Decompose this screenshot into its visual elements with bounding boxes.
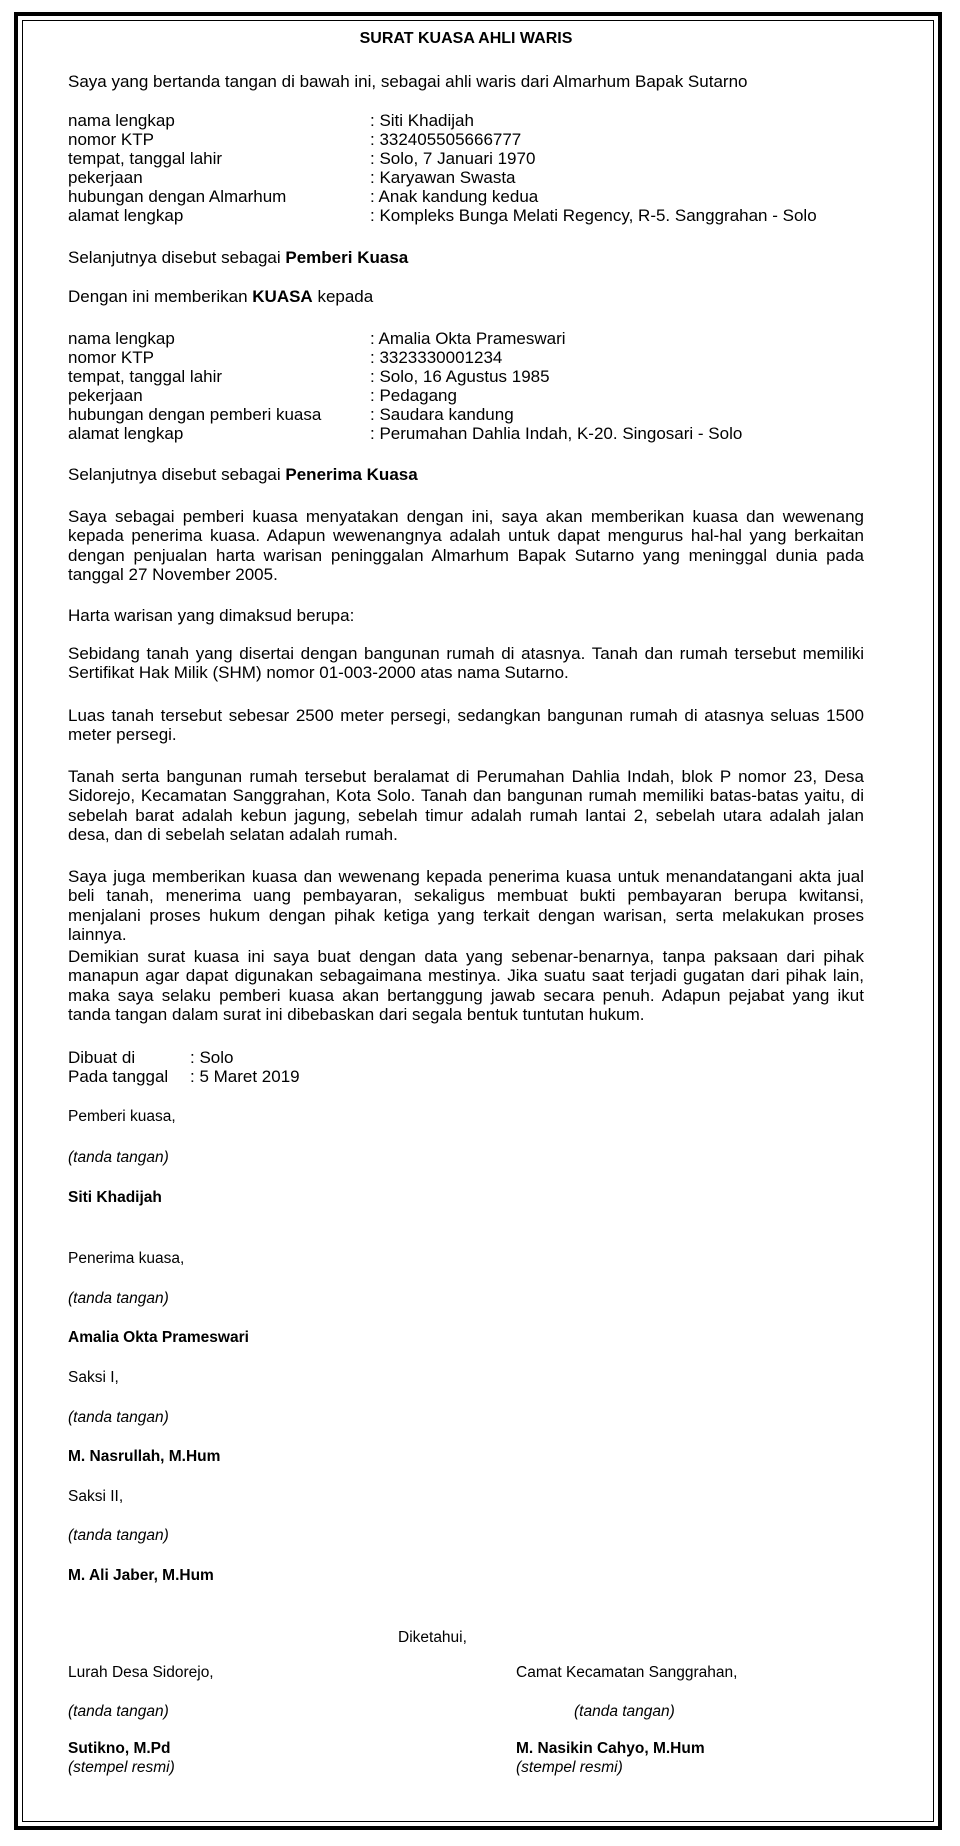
- grantee-designation: [68, 465, 418, 484]
- paragraph-land-address: Tanah serta bangunan rumah tersebut beralamat di Perumahan Dahlia Indah, blok P nomor 23, Desa Sidorejo, Kecamatan Sanggrahan, Kota Solo. Tanah dan bangunan rumah memiliki batas-batas yaitu, di sebelah barat adalah kebun jagung, sebelah timur adalah rumah lantai 2, sebelah utara adalah jalan desa, dan di sebelah selatan adalah rumah.: [68, 767, 864, 844]
- grant-prefix: Dengan ini memberikan: [68, 287, 253, 306]
- paragraph-additional-authority: Saya juga memberikan kuasa dan wewenang kepada penerima kuasa untuk menandatangani akta jual beli tanah, menerima uang pembayaran, sekaligus membuat bukti pembayaran berupa kwitansi, menjalani proses hukum dengan pihak ketiga yang terkait dengan warisan, serta melakukan proses lainnya.: [68, 867, 864, 944]
- grantor-row: [68, 130, 864, 149]
- paragraph-inheritance-intro: Harta warisan yang dimaksud berupa:: [68, 606, 355, 625]
- grantee-sign-name: Amalia Okta Prameswari: [68, 1329, 249, 1346]
- grantee-label: hubungan dengan pemberi kuasa: [68, 405, 322, 424]
- grantor-row: [68, 187, 864, 206]
- letter-title: SURAT KUASA AHLI WARIS: [359, 30, 573, 47]
- paragraph-land-certificate: Sebidang tanah yang disertai dengan bangunan rumah di atasnya. Tanah dan rumah tersebut memiliki Sertifikat Hak Milik (SHM) nomor 01-003-2000 atas nama Sutarno.: [68, 644, 864, 683]
- grantee-label: alamat lengkap: [68, 424, 184, 443]
- grantee-label: pekerjaan: [68, 386, 143, 405]
- made-place-value: : Solo: [190, 1048, 234, 1067]
- grantor-value: : 332405505666777: [370, 130, 522, 149]
- grantor-signature-placeholder: (tanda tangan): [68, 1149, 169, 1166]
- grantor-label: hubungan dengan Almarhum: [68, 187, 287, 206]
- made-date-label: Pada tanggal: [68, 1067, 169, 1086]
- grantor-sign-name: Siti Khadijah: [68, 1189, 162, 1206]
- made-place-label: Dibuat di: [68, 1048, 136, 1067]
- paragraph-land-area: Luas tanah tersebut sebesar 2500 meter persegi, sedangkan bangunan rumah di atasnya seluas 1500 meter persegi.: [68, 706, 864, 745]
- made-place-row: [68, 1048, 468, 1067]
- witness1-sign-label: Saksi I,: [68, 1369, 119, 1386]
- intro-text: Saya yang bertanda tangan di bawah ini, sebagai ahli waris dari Almarhum Bapak Sutarno: [68, 72, 748, 91]
- grantee-label: nomor KTP: [68, 348, 154, 367]
- paragraph-closing: Demikian surat kuasa ini saya buat dengan data yang sebenar-benarnya, tanpa paksaan dari pihak manapun agar dapat digunakan sebagaimana mestinya. Jika suatu saat terjadi gugatan dari pihak lain, maka saya selaku pemberi kuasa akan bertanggung jawab secara penuh. Adapun pejabat yang ikut tanda tangan dalam surat ini dibebaskan dari segala bentuk tuntutan hukum.: [68, 947, 864, 1024]
- grantee-label: tempat, tanggal lahir: [68, 367, 223, 386]
- grantor-label: pekerjaan: [68, 168, 143, 187]
- witness1-sign-name: M. Nasrullah, M.Hum: [68, 1448, 221, 1465]
- grantee-row: [68, 424, 864, 443]
- grantee-designation-prefix: Selanjutnya disebut sebagai: [68, 465, 286, 484]
- district-head-name: M. Nasikin Cahyo, M.Hum: [516, 1740, 705, 1757]
- grantor-designation: [68, 248, 408, 267]
- grantee-row: [68, 348, 864, 367]
- grantee-row: [68, 367, 864, 386]
- village-head-label: Lurah Desa Sidorejo,: [68, 1664, 214, 1681]
- village-head-name: Sutikno, M.Pd: [68, 1740, 171, 1757]
- grantee-row: [68, 329, 864, 348]
- acknowledged-heading: Diketahui,: [398, 1629, 467, 1646]
- grant-statement: [68, 287, 373, 306]
- grantor-value: : Solo, 7 Januari 1970: [370, 149, 536, 168]
- grantor-value: : Anak kandung kedua: [370, 187, 539, 206]
- village-head-signature-placeholder: (tanda tangan): [68, 1703, 169, 1720]
- district-head-signature-placeholder: (tanda tangan): [574, 1703, 675, 1720]
- witness1-signature-placeholder: (tanda tangan): [68, 1409, 169, 1426]
- grantor-row: [68, 168, 864, 187]
- witness2-sign-label: Saksi II,: [68, 1488, 124, 1505]
- grantor-value: : Siti Khadijah: [370, 111, 474, 130]
- made-place-date: [68, 1048, 468, 1086]
- made-date-row: [68, 1067, 468, 1086]
- grantee-details: [68, 329, 864, 443]
- paragraph-authority: Saya sebagai pemberi kuasa menyatakan dengan ini, saya akan memberikan kuasa dan wewenang kepada penerima kuasa. Adapun wewenangnya adalah untuk dapat mengurus hal-hal yang berkaitan dengan penjualan harta warisan peninggalan Almarhum Bapak Sutarno yang meninggal dunia pada tanggal 27 November 2005.: [68, 507, 864, 584]
- grantee-sign-label: Penerima kuasa,: [68, 1250, 185, 1267]
- grantor-row: [68, 149, 864, 168]
- grantor-details: [68, 111, 864, 225]
- grantee-value: : Perumahan Dahlia Indah, K-20. Singosari - Solo: [370, 424, 743, 443]
- grantor-row: [68, 206, 864, 225]
- witness2-signature-placeholder: (tanda tangan): [68, 1527, 169, 1544]
- grantor-label: alamat lengkap: [68, 206, 184, 225]
- grantee-label: nama lengkap: [68, 329, 175, 348]
- district-head-label: Camat Kecamatan Sanggrahan,: [516, 1664, 738, 1681]
- grantee-value: : 3323330001234: [370, 348, 503, 367]
- grantee-designation-bold: Penerima Kuasa: [285, 465, 418, 484]
- village-head-stamp: (stempel resmi): [68, 1759, 175, 1776]
- grantee-value: : Saudara kandung: [370, 405, 514, 424]
- district-head-stamp: (stempel resmi): [516, 1759, 623, 1776]
- grantor-designation-prefix: Selanjutnya disebut sebagai: [68, 248, 286, 267]
- grantee-row: [68, 405, 864, 424]
- grantor-label: nomor KTP: [68, 130, 154, 149]
- made-date-value: : 5 Maret 2019: [190, 1067, 300, 1086]
- grantor-value: : Karyawan Swasta: [370, 168, 516, 187]
- witness2-sign-name: M. Ali Jaber, M.Hum: [68, 1567, 214, 1584]
- grantee-value: : Pedagang: [370, 386, 457, 405]
- grantor-designation-bold: Pemberi Kuasa: [285, 248, 409, 267]
- grantee-row: [68, 386, 864, 405]
- grantee-value: : Amalia Okta Prameswari: [370, 329, 566, 348]
- grantor-label: tempat, tanggal lahir: [68, 149, 223, 168]
- grantor-value: : Kompleks Bunga Melati Regency, R-5. Sanggrahan - Solo: [370, 206, 817, 225]
- grantor-sign-label: Pemberi kuasa,: [68, 1108, 176, 1125]
- grant-bold: KUASA: [252, 287, 313, 306]
- grant-suffix: kepada: [312, 287, 374, 306]
- grantor-row: [68, 111, 864, 130]
- grantee-signature-placeholder: (tanda tangan): [68, 1290, 169, 1307]
- grantee-value: : Solo, 16 Agustus 1985: [370, 367, 550, 386]
- grantor-label: nama lengkap: [68, 111, 175, 130]
